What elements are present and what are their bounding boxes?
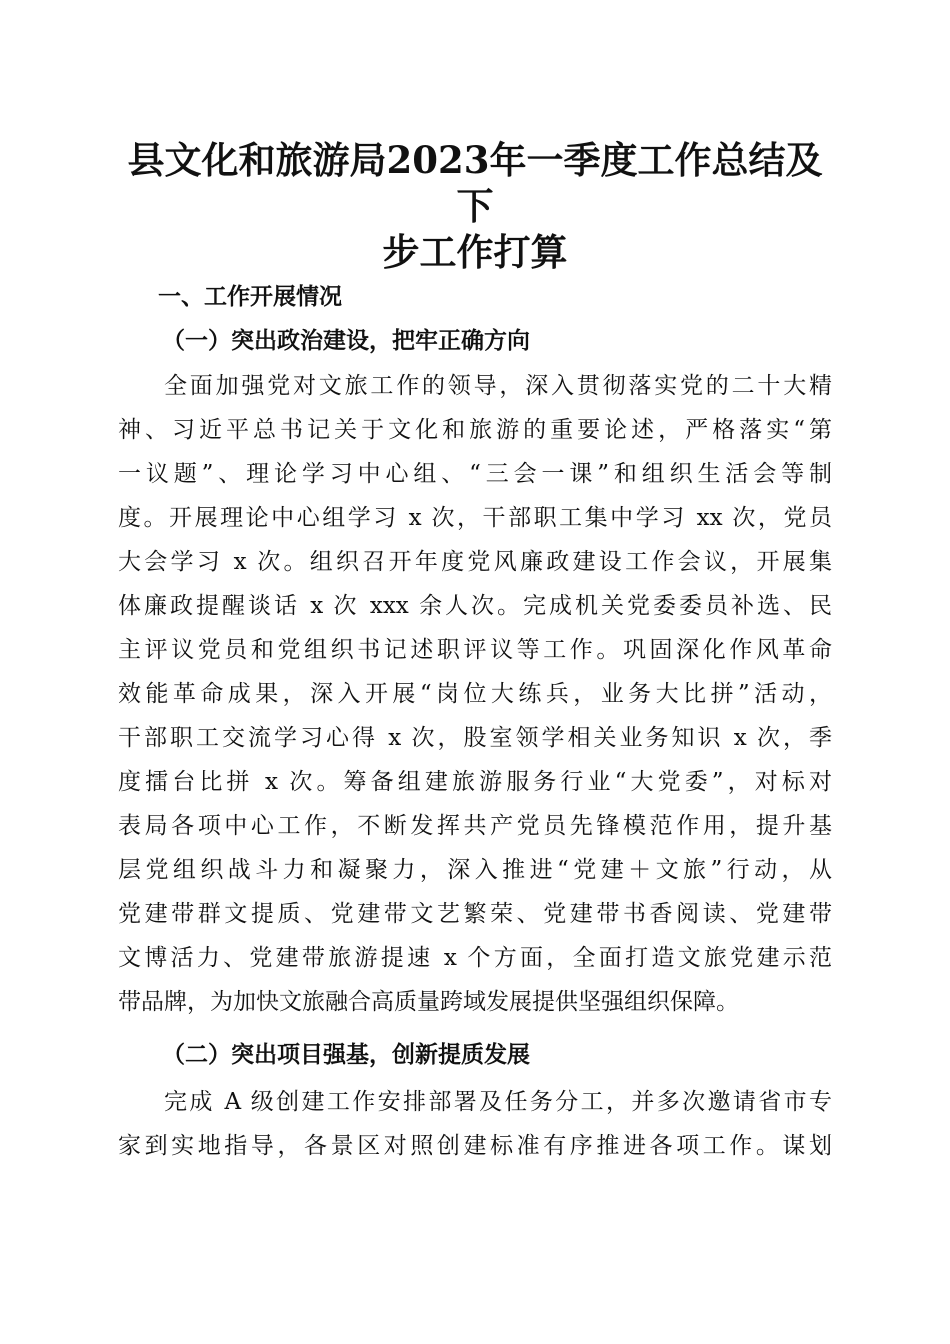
paragraph-1-line: 一议题”、理论学习中心组、“三会一课”和组织生活会等制 <box>118 461 832 487</box>
subsection-heading-1: （一）突出政治建设，把牢正确方向 <box>162 327 530 354</box>
paragraph-1-line: 效能革命成果，深入开展“岗位大练兵，业务大比拼”活动， <box>118 681 832 707</box>
paragraph-1-line: 党建带群文提质、党建带文艺繁荣、党建带书香阅读、党建带 <box>118 901 832 927</box>
paragraph-1-line: 度。开展理论中心组学习 x 次，干部职工集中学习 xx 次，党员 <box>118 505 832 531</box>
paragraph-2-line: 家到实地指导，各景区对照创建标准有序推进各项工作。谋划 <box>118 1133 832 1159</box>
paragraph-1-line: 神、习近平总书记关于文化和旅游的重要论述，严格落实“第 <box>118 417 832 443</box>
paragraph-1-line: 干部职工交流学习心得 x 次，股室领学相关业务知识 x 次，季 <box>118 725 832 751</box>
title-line-2: 步工作打算 <box>382 230 568 274</box>
paragraph-1-line: 体廉政提醒谈话 x 次 xxx 余人次。完成机关党委委员补选、民 <box>118 593 832 619</box>
document-title <box>118 137 832 275</box>
paragraph-1-line: 度擂台比拼 x 次。筹备组建旅游服务行业“大党委”，对标对 <box>118 769 832 795</box>
paragraph-1-line: 表局各项中心工作，不断发挥共产党员先锋模范作用，提升基 <box>118 813 832 839</box>
section-heading-1: 一、工作开展情况 <box>158 284 342 310</box>
title-line-1: 县文化和旅游局2023年一季度工作总结及下 <box>127 138 823 228</box>
paragraph-2 <box>118 1080 832 1168</box>
paragraph-2-line: 完成 A 级创建工作安排部署及任务分工，并多次邀请省市专 <box>164 1089 832 1115</box>
paragraph-1 <box>118 364 832 1024</box>
paragraph-1-line: 层党组织战斗力和凝聚力，深入推进“党建＋文旅”行动，从 <box>118 857 832 883</box>
paragraph-1-line: 全面加强党对文旅工作的领导，深入贯彻落实党的二十大精 <box>164 373 832 399</box>
subsection-heading-2: （二）突出项目强基，创新提质发展 <box>162 1041 530 1068</box>
paragraph-1-line: 主评议党员和党组织书记述职评议等工作。巩固深化作风革命 <box>118 637 832 663</box>
paragraph-1-line: 大会学习 x 次。组织召开年度党风廉政建设工作会议，开展集 <box>118 549 832 575</box>
paragraph-1-line: 文博活力、党建带旅游提速 x 个方面，全面打造文旅党建示范 <box>118 945 832 971</box>
paragraph-1-line: 带品牌，为加快文旅融合高质量跨域发展提供坚强组织保障。 <box>118 989 739 1015</box>
